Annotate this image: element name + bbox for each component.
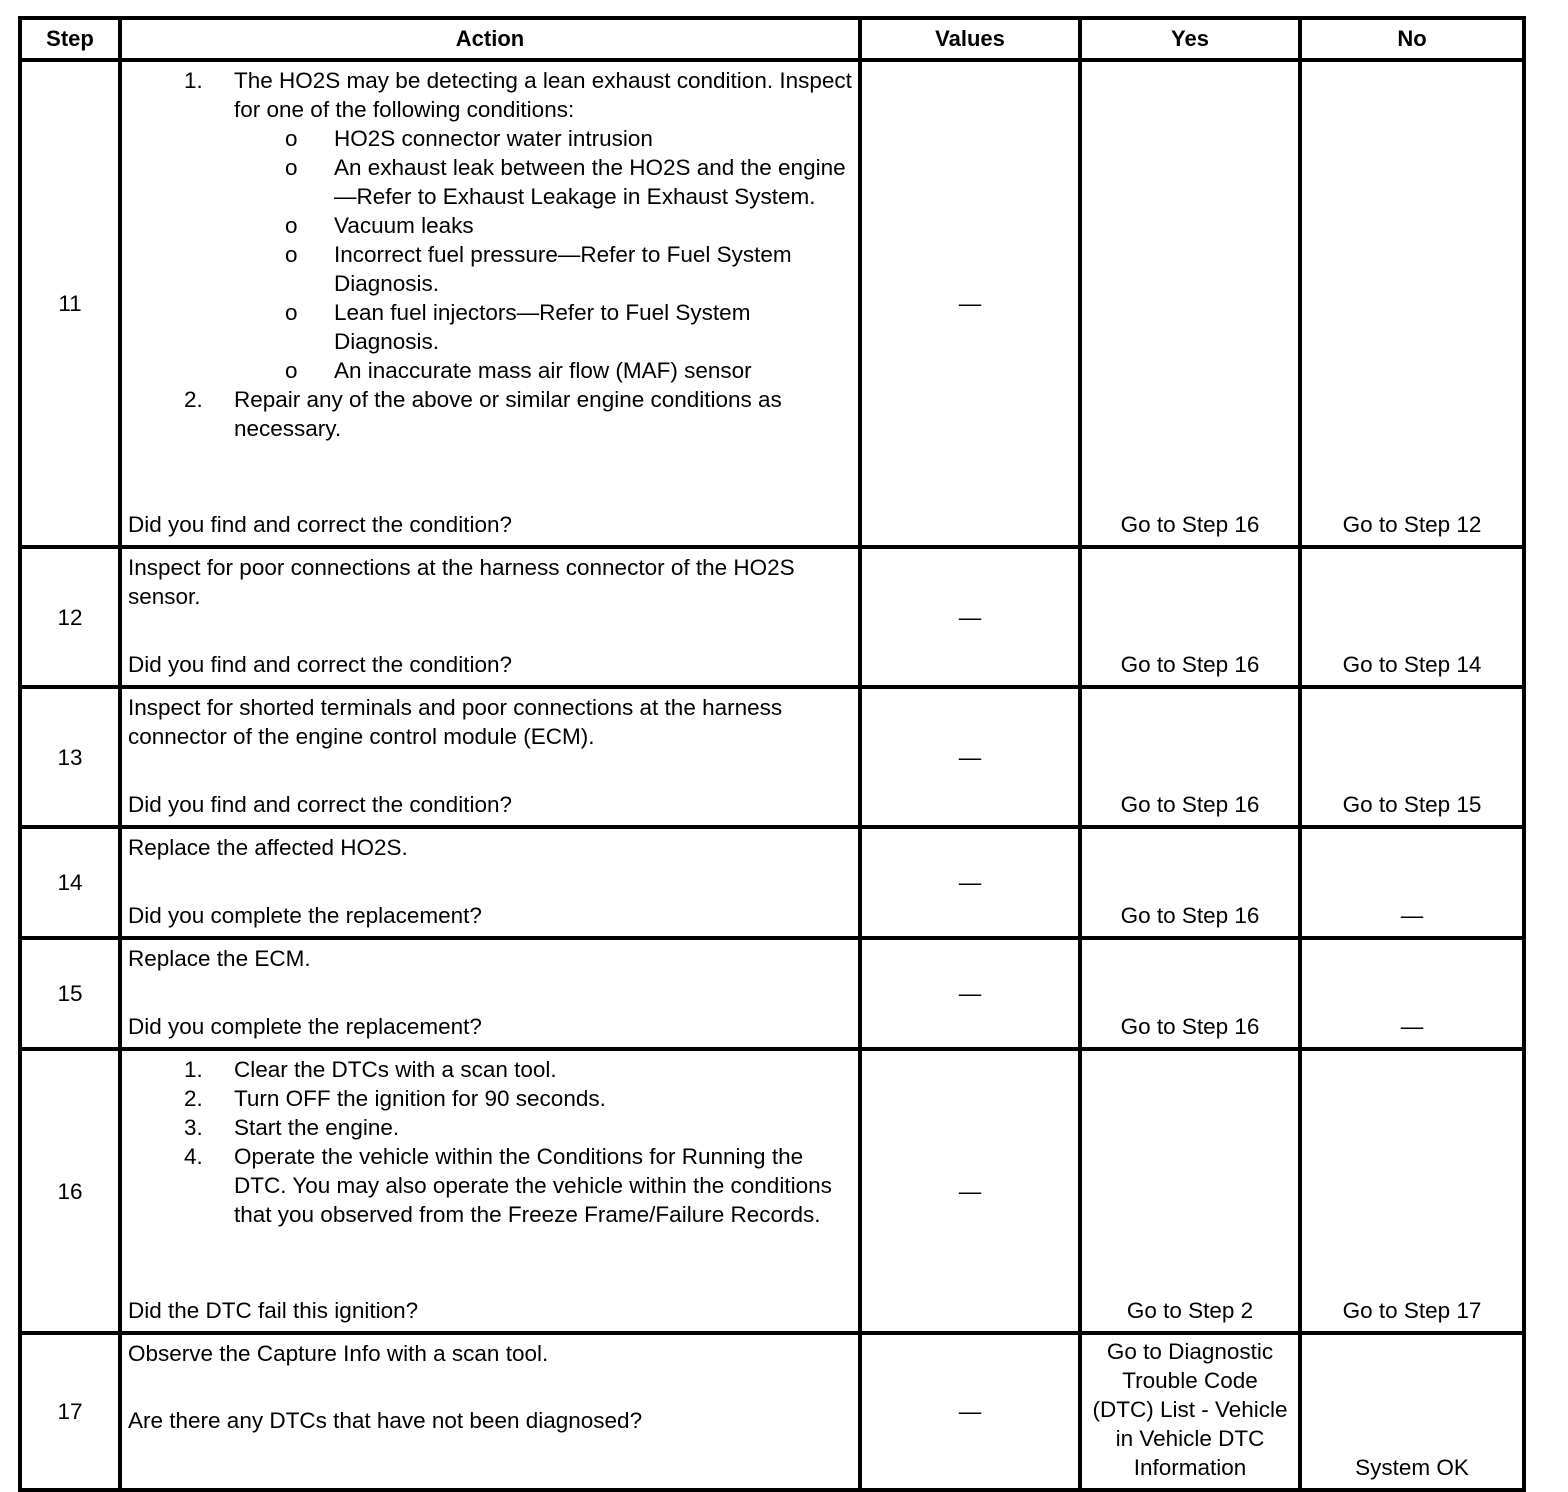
no-cell: Go to Step 14 <box>1300 547 1524 687</box>
values-cell: — <box>860 1049 1080 1333</box>
bullet: o <box>285 155 298 180</box>
no-cell: — <box>1300 938 1524 1049</box>
list-item <box>184 66 852 385</box>
values-cell: — <box>860 547 1080 687</box>
sub-item <box>285 298 852 356</box>
bullet: o <box>285 242 298 267</box>
bullet: o <box>285 213 298 238</box>
list-item <box>184 1055 852 1084</box>
table-row <box>20 938 1524 1049</box>
yes-cell: Go to Step 2 <box>1080 1049 1300 1333</box>
step-number: 11 <box>20 60 120 547</box>
step-number: 13 <box>20 687 120 827</box>
step-number: 14 <box>20 827 120 938</box>
item-text: Turn OFF the ignition for 90 seconds. <box>234 1086 606 1111</box>
sub-text: Lean fuel injectors—Refer to Fuel System Diagnosis. <box>334 300 751 354</box>
header-action: Action <box>120 18 860 60</box>
yes-cell: Go to Step 16 <box>1080 827 1300 938</box>
sub-text: An exhaust leak between the HO2S and the engine—Refer to Exhaust Leakage in Exhaust System. <box>334 155 846 209</box>
values-cell: — <box>860 1333 1080 1490</box>
sub-text: HO2S connector water intrusion <box>334 126 653 151</box>
action-cell <box>120 827 860 938</box>
list-item <box>184 385 852 443</box>
yes-cell: Go to Diagnostic Trouble Code (DTC) List - Vehicle in Vehicle DTC Information <box>1080 1333 1300 1490</box>
action-text: Observe the Capture Info with a scan tool. <box>128 1341 549 1366</box>
action-steps <box>128 1055 852 1229</box>
item-text: Start the engine. <box>234 1115 400 1140</box>
values-cell: — <box>860 687 1080 827</box>
item-text: The HO2S may be detecting a lean exhaust condition. Inspect for one of the following conditions: <box>234 68 852 122</box>
table-row <box>20 687 1524 827</box>
step-number: 15 <box>20 938 120 1049</box>
item-number: 2. <box>184 387 203 412</box>
table-row <box>20 547 1524 687</box>
no-cell: Go to Step 17 <box>1300 1049 1524 1333</box>
action-text: Inspect for shorted terminals and poor connections at the harness connector of the engine control module (ECM). <box>128 695 783 749</box>
bullet: o <box>285 358 298 383</box>
action-cell <box>120 687 860 827</box>
yes-cell: Go to Step 16 <box>1080 938 1300 1049</box>
action-cell <box>120 547 860 687</box>
action-text: Replace the affected HO2S. <box>128 835 408 860</box>
action-text: Inspect for poor connections at the harness connector of the HO2S sensor. <box>128 555 795 609</box>
action-cell <box>120 1333 860 1490</box>
step-number: 17 <box>20 1333 120 1490</box>
question-text: Did you complete the replacement? <box>128 1014 482 1039</box>
bullet: o <box>285 126 298 151</box>
sub-item <box>285 153 852 211</box>
header-step: Step <box>20 18 120 60</box>
table-row <box>20 1333 1524 1490</box>
no-cell: Go to Step 15 <box>1300 687 1524 827</box>
values-cell: — <box>860 827 1080 938</box>
header-values: Values <box>860 18 1080 60</box>
question-text: Are there any DTCs that have not been diagnosed? <box>128 1408 643 1433</box>
sub-text: Vacuum leaks <box>334 213 474 238</box>
no-cell: Go to Step 12 <box>1300 60 1524 547</box>
item-number: 3. <box>184 1115 203 1140</box>
sub-item <box>285 124 852 153</box>
step-number: 12 <box>20 547 120 687</box>
table-row <box>20 1049 1524 1333</box>
no-cell: — <box>1300 827 1524 938</box>
action-cell <box>120 60 860 547</box>
table-row <box>20 60 1524 547</box>
step-number: 16 <box>20 1049 120 1333</box>
list-item <box>184 1113 852 1142</box>
table-row <box>20 827 1524 938</box>
sub-text: Incorrect fuel pressure—Refer to Fuel System Diagnosis. <box>334 242 792 296</box>
header-yes: Yes <box>1080 18 1300 60</box>
item-text: Operate the vehicle within the Conditions for Running the DTC. You may also operate the vehicle within the conditions that you observed from the Freeze Frame/Failure Records. <box>234 1144 832 1227</box>
question-text: Did you find and correct the condition? <box>128 512 512 537</box>
yes-cell: Go to Step 16 <box>1080 547 1300 687</box>
item-text: Clear the DTCs with a scan tool. <box>234 1057 557 1082</box>
action-cell <box>120 938 860 1049</box>
item-number: 1. <box>184 68 203 93</box>
sub-item <box>285 240 852 298</box>
sub-item <box>285 356 852 385</box>
values-cell: — <box>860 60 1080 547</box>
action-cell <box>120 1049 860 1333</box>
item-number: 1. <box>184 1057 203 1082</box>
sub-item <box>285 211 852 240</box>
header-row <box>20 18 1524 60</box>
list-item <box>184 1142 852 1229</box>
question-text: Did you find and correct the condition? <box>128 792 512 817</box>
question-text: Did you find and correct the condition? <box>128 652 512 677</box>
action-steps <box>128 66 852 443</box>
yes-cell: Go to Step 16 <box>1080 60 1300 547</box>
item-number: 2. <box>184 1086 203 1111</box>
bullet: o <box>285 300 298 325</box>
item-text: Repair any of the above or similar engine conditions as necessary. <box>234 387 782 441</box>
action-text: Replace the ECM. <box>128 946 311 971</box>
header-no: No <box>1300 18 1524 60</box>
diagnostic-table <box>18 16 1526 1492</box>
sub-list <box>234 124 852 385</box>
question-text: Did the DTC fail this ignition? <box>128 1298 419 1323</box>
list-item <box>184 1084 852 1113</box>
sub-text: An inaccurate mass air flow (MAF) sensor <box>334 358 752 383</box>
question-text: Did you complete the replacement? <box>128 903 482 928</box>
item-number: 4. <box>184 1144 203 1169</box>
no-cell: System OK <box>1300 1333 1524 1490</box>
yes-cell: Go to Step 16 <box>1080 687 1300 827</box>
values-cell: — <box>860 938 1080 1049</box>
